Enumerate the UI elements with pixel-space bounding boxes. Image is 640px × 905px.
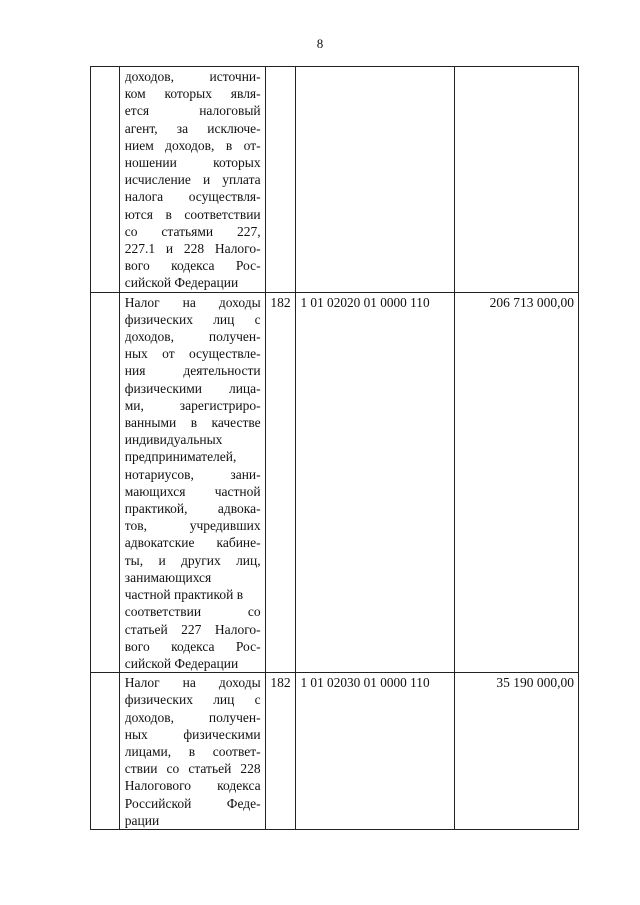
table-row [91,673,579,830]
name-line: Российской Феде- [124,795,261,811]
name-line: адвокатские кабине- [124,535,261,551]
name-line: физическими лица- [124,380,261,396]
name-line: доходов, источни- [124,69,261,84]
revenue-name-cell [119,67,265,293]
name-line: нотариусов, зани- [124,466,261,482]
name-line: ты, и других лиц, [124,552,261,568]
revenue-table [90,66,579,830]
name-line: ных от осуществле- [124,346,261,362]
name-line: нием доходов, в от- [124,137,261,153]
name-line: доходов, получен- [124,709,261,725]
name-line: соответствии со [124,604,261,620]
kbk-code-cell: 1 01 02030 01 0000 110 [296,673,454,830]
name-line: физических лиц с [124,692,261,708]
name-line: тов, учредивших [124,518,261,534]
page-number: 8 [316,36,324,51]
name-line: вого кодекса Рос- [124,638,261,654]
row-number-cell [91,292,120,672]
amount-cell: 35 190 000,00 [454,673,578,830]
name-line: ношении которых [124,155,261,171]
admin-code-cell [265,67,296,293]
table-body [91,67,579,830]
name-line: ных физическими [124,726,261,742]
admin-code-cell: 182 [265,673,296,830]
name-line: мающихся частной [124,483,261,499]
kbk-code-cell [296,67,454,293]
name-line: доходов, получен- [124,329,261,345]
name-line: исчисление и уплата [124,172,261,188]
name-line: индивидуальных [124,432,223,448]
name-line: ются в соответствии [124,206,261,222]
name-line: ется налоговый [124,103,261,119]
name-line: сийской Федерации [124,655,239,671]
name-line: вого кодекса Рос- [124,258,261,274]
name-line: рации [124,812,160,828]
name-line: практикой, адвока- [124,501,261,517]
name-line: со статьями 227, [124,223,261,239]
kbk-code-cell: 1 01 02020 01 0000 110 [296,292,454,672]
table-row [91,67,579,293]
row-number-cell [91,673,120,830]
amount-cell [454,67,578,293]
name-line: занимающихся [124,569,212,585]
revenue-name-cell [119,673,265,830]
amount-cell: 206 713 000,00 [454,292,578,672]
name-line: 227.1 и 228 Налого- [124,241,261,257]
name-line: налога осуществля- [124,189,261,205]
name-line: ком которых явля- [124,86,261,102]
revenue-name-cell [119,292,265,672]
name-line: статьей 227 Налого- [124,621,261,637]
name-line: ванными в качестве [124,415,261,431]
name-line: предпринимателей, [124,449,237,465]
name-line: агент, за исключе- [124,120,261,136]
admin-code-cell: 182 [265,292,296,672]
name-line: физических лиц с [124,311,261,327]
name-line: лицами, в соответ- [124,743,261,759]
name-line: Налог на доходы [124,294,261,310]
name-line: частной практикой в [124,587,244,603]
name-line: ми, зарегистриро- [124,397,261,413]
name-line: ния деятельности [124,363,261,379]
name-line: ствии со статьей 228 [124,761,261,777]
row-number-cell [91,67,120,293]
name-line: сийской Федерации [124,275,239,291]
name-line: Налогового кодекса [124,778,261,794]
table-row [91,292,579,672]
name-line: Налог на доходы [124,675,261,691]
